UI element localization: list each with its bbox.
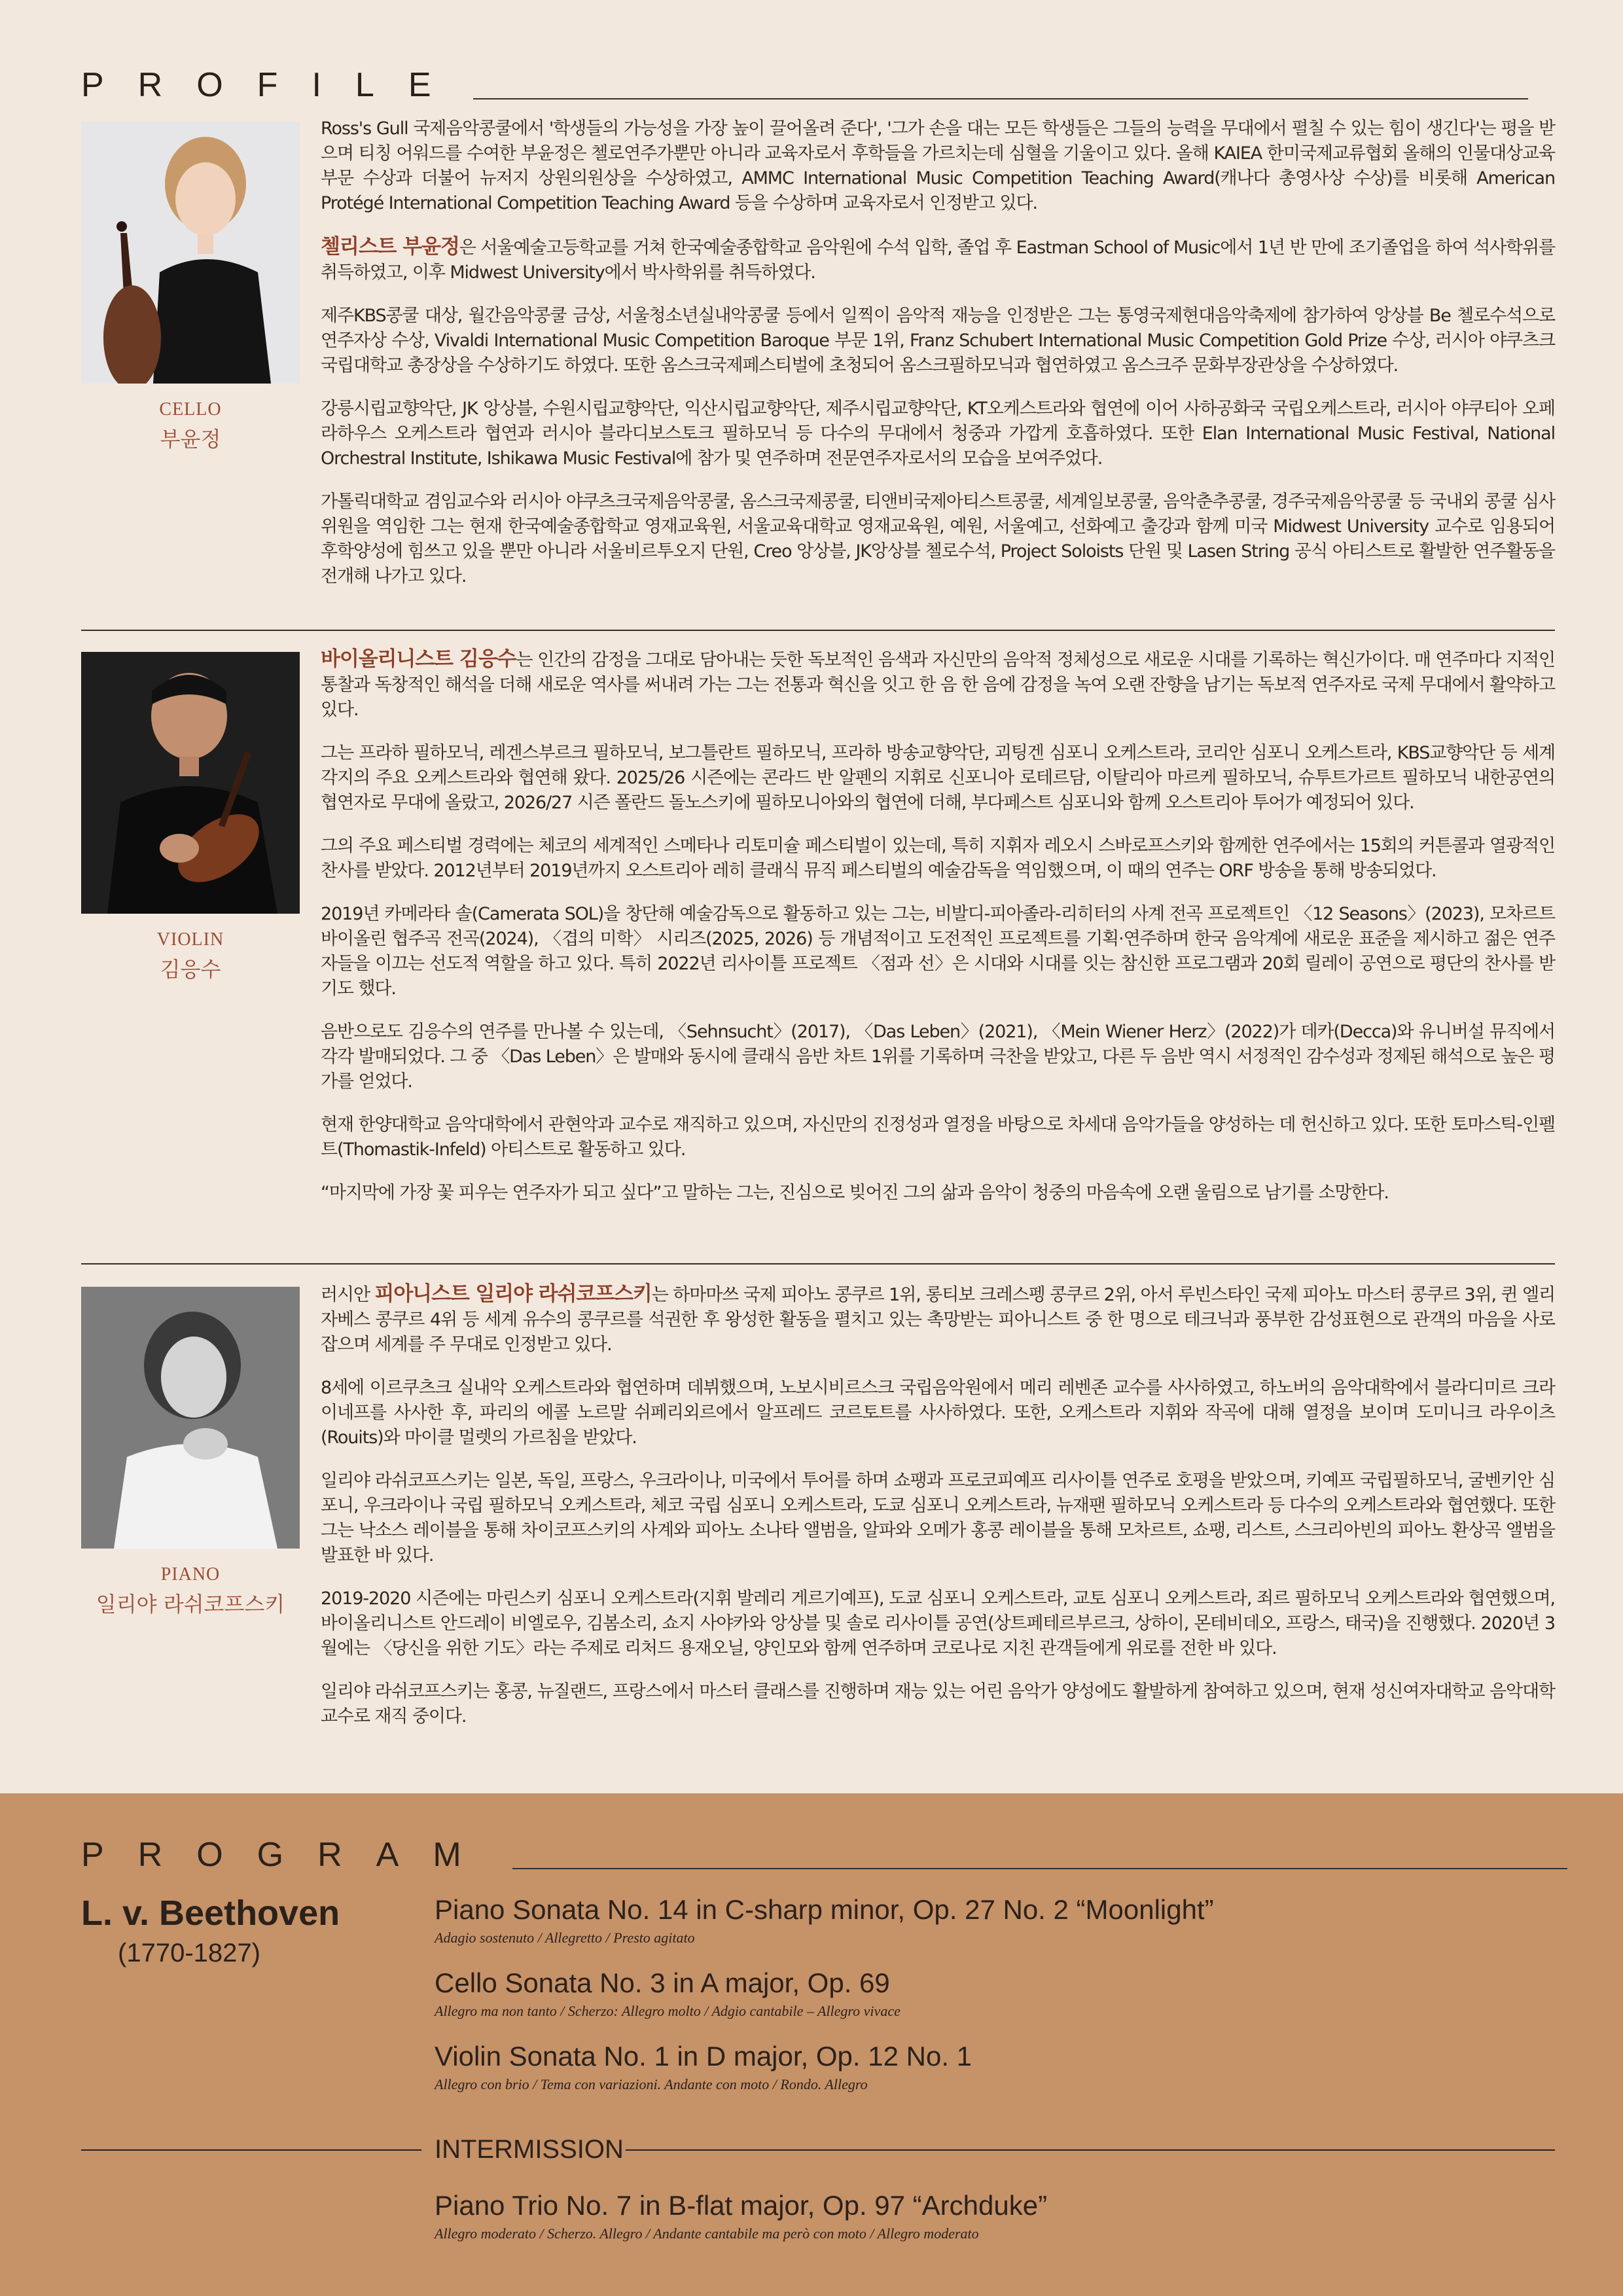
cello-caption bbox=[81, 399, 300, 453]
bio-paragraph: 2019-2020 시즌에는 마린스키 심포니 오케스트라(지휘 발레리 게르기예프), 도쿄 심포니 오케스트라, 교토 심포니 오케스트라, 죄르 필하모닉 오케스트라와 협연했으며, 바이올리니스트 안드레이 비엘로우, 김봄소리, 쇼지 사야카와 앙상블 및 솔로 리사이틀 공연(상트페테르부르크, 상하이, 몬테비데오, 프랑스, 태국)을 진행했다. 2020년 3월에는 〈당신을 위한 기도〉라는 주제로 리처드 용재오닐, 양인모와 함께 연주하며 코로나로 지친 관객들에게 위로를 전한 바 있다. bbox=[321, 1588, 1555, 1659]
bio-paragraph: 2019년 카메라타 솔(Camerata SOL)을 창단해 예술감독으로 활동하고 있는 그는, 비발디-피아졸라-리히터의 사계 전곡 프로젝트인 〈12 Seasons〉(2023), 모차르트 바이올린 협주곡 전곡(2024), 〈겹의 미학〉 시리즈(2025, 2026) 등 개념적이고 도전적인 프로젝트를 기획·연주하며 한국 음악계에 새로운 표준을 제시하고 젊은 연주자들을 이끄는 선도적 역할을 하고 있다. 특히 2022년 리사이틀 프로젝트 〈점과 선〉은 시대와 시대를 잇는 참신한 프로그램과 20회 릴레이 공연으로 평단의 찬사를 받기도 했다. bbox=[321, 904, 1555, 999]
piece-title: Piano Trio No. 7 in B-flat major, Op. 97 “Archduke” bbox=[435, 2190, 1048, 2221]
artist-name: 김응수 bbox=[160, 957, 221, 982]
composer-block bbox=[81, 1893, 356, 1968]
piece-title: Piano Sonata No. 14 in C-sharp minor, Op. 27 No. 2 “Moonlight” bbox=[435, 1894, 1214, 1925]
piece-movements: Adagio sostenuto / Allegretto / Presto agitato bbox=[435, 1929, 695, 1946]
instrument-label: VIOLIN bbox=[156, 929, 224, 950]
composer-years: (1770-1827) bbox=[118, 1939, 260, 1967]
bio-paragraph: 8세에 이르쿠츠크 실내악 오케스트라와 협연하며 데뷔했으며, 노보시비르스크 국립음악원에서 메리 레벤존 교수를 사사하였고, 하노버의 음악대학에서 블라디미르 크라이네프를 사사한 후, 파리의 에콜 노르말 쉬페리외르에서 알프레드 코르토트를 사사하였다. 또한, 오케스트라 지휘와 작곡에 대해 열정을 보이며 도미니크 라우이츠(Rouits)와 마이클 멀렛의 가르침을 받았다. bbox=[321, 1378, 1555, 1448]
profile-title: PROFILE bbox=[81, 66, 465, 104]
artist-name: 일리야 라쉬코프스키 bbox=[96, 1592, 285, 1617]
bio-paragraph: 현재 한양대학교 음악대학에서 관현악과 교수로 재직하고 있으며, 자신만의 진정성과 열정을 바탕으로 차세대 음악가들을 양성하는 데 헌신하고 있다. 또한 토마스틱-인펠트(Thomastik-Infeld) 아티스트로 활동하고 있다. bbox=[321, 1115, 1555, 1160]
artist-name: 부윤정 bbox=[160, 427, 221, 452]
instrument-label: PIANO bbox=[160, 1564, 221, 1585]
bio-paragraph: 강릉시립교향악단, JK 앙상블, 수원시립교향악단, 익산시립교향악단, 제주시립교향악단, KT오케스트라와 협연에 이어 사하공화국 국립오케스트라, 러시아 야쿠티아 오페라하우스 오케스트라 협연과 러시아 블라디보스토크 필하모닉 등 다수의 무대에서 청중과 가깝게 호흡하였다. 또한 Elan International Music Festival, National Orchestral Institute, Ishikawa Music Festival에 참가 및 연주하며 전문연주자로서의 모습을 보여주었다. bbox=[321, 399, 1555, 469]
pianist-photo bbox=[81, 1287, 300, 1549]
bio-paragraph: 그는 프라하 필하모닉, 레겐스부르크 필하모닉, 보그틀란트 필하모닉, 프라하 방송교향악단, 괴팅겐 심포니 오케스트라, 코리안 심포니 오케스트라, KBS교향악단 등 세계 각지의 주요 오케스트라와 협연해 왔다. 2025/26 시즌에는 콘라드 반 알펜의 지휘로 신포니아 로테르담, 이탈리아 마르케 필하모닉, 슈투트가르트 필하모닉 내한공연의 협연자로 무대에 올랐고, 2026/27 시즌 폴란드 돌노스키에 필하모니아와의 협연에 더해, 부다페스트 심포니와 함께 오스트리아 투어가 예정되어 있다. bbox=[321, 743, 1555, 813]
instrument-label: CELLO bbox=[159, 399, 222, 420]
violin-bio bbox=[321, 647, 1555, 1224]
program-piece bbox=[435, 2190, 1547, 2242]
intermission-label: INTERMISSION bbox=[435, 2135, 624, 2164]
cellist-photo bbox=[81, 122, 300, 384]
program-piece bbox=[435, 2041, 1547, 2093]
piece-movements: Allegro con brio / Tema con variazioni. Andante con moto / Rondo. Allegro bbox=[435, 2076, 868, 2092]
bio-paragraph: 음반으로도 김응수의 연주를 만나볼 수 있는데, 〈Sehnsucht〉(2017), 〈Das Leben〉(2021), 〈Mein Wiener Herz〉(2022)가 데카(Decca)와 유니버설 뮤직에서 각각 발매되었다. 그 중 〈Das Leben〉은 발매와 동시에 클래식 음반 차트 1위를 기록하며 극찬을 받았고, 다른 두 음반 역시 서정적인 감수성과 정제된 해석으로 높은 평가를 얻었다. bbox=[321, 1022, 1555, 1092]
piano-caption bbox=[81, 1564, 300, 1618]
piano-bio bbox=[321, 1282, 1555, 1748]
bio-paragraph: 바이올리니스트 김응수는 인간의 감정을 그대로 담아내는 듯한 독보적인 음색과 자신만의 음악적 정체성으로 새로운 시대를 기록하는 혁신가이다. 매 연주마다 지적인 통찰과 독창적인 해석을 더해 새로운 역사를 써내려 가는 그는 전통과 혁신을 잇고 한 음 한 음에 감정을 녹여 오랜 잔향을 남기는 독보적 연주자로 국제 무대에서 활약하고 있다. bbox=[321, 647, 1555, 720]
program-rule bbox=[512, 1868, 1567, 1869]
piece-movements: Allegro moderato / Scherzo. Allegro / Andante cantabile ma però con moto / Allegro moderato bbox=[435, 2225, 979, 2242]
bio-paragraph: 러시안 피아니스트 일리야 라쉬코프스키는 하마마쓰 국제 피아노 콩쿠르 1위, 롱티보 크레스펭 콩쿠르 2위, 아서 루빈스타인 국제 피아노 마스터 콩쿠르 3위, 퀸 엘리자베스 콩쿠르 4위 등 세계 유수의 콩쿠르를 석권한 후 왕성한 활동을 펼치고 있는 촉망받는 피아니스트 중 한 명으로 테크닉과 풍부한 감성표현으로 관객의 마음을 사로잡으며 세계를 주 무대로 인정받고 있다. bbox=[321, 1282, 1555, 1355]
program-piece bbox=[435, 1894, 1547, 1946]
artist-highlight: 바이올리니스트 김응수 bbox=[321, 647, 516, 671]
bio-paragraph: 일리야 라쉬코프스키는 홍콩, 뉴질랜드, 프랑스에서 마스터 클래스를 진행하며 재능 있는 어린 음악가 양성에도 활발하게 참여하고 있으며, 현재 성신여자대학교 음악대학 교수로 재직 중이다. bbox=[321, 1681, 1555, 1727]
program-piece bbox=[435, 1967, 1547, 2020]
section-divider bbox=[81, 630, 1555, 631]
cello-bio bbox=[321, 117, 1555, 607]
bio-paragraph: 제주KBS콩쿨 대상, 월간음악콩쿨 금상, 서울청소년실내악콩쿨 등에서 일찍이 음악적 재능을 인정받은 그는 통영국제현대음악축제에 참가하여 앙상블 Be 첼로수석으로 연주자상 수상, Vivaldi International Music Competition Baroque 부문 1위, Franz Schubert International Music Competition Gold Prize 수상, 러시아 야쿠츠크국립대학교 총장상을 수상하기도 하였다. 또한 옴스크국제페스티벌에 초청되어 옴스크필하모닉과 협연하였고 옴스크주 문화부장관상을 수상하였다. bbox=[321, 306, 1555, 376]
bio-paragraph: 가톨릭대학교 겸임교수와 러시아 야쿠츠크국제음악콩쿨, 옴스크국제콩쿨, 티앤비국제아티스트콩쿨, 세계일보콩쿨, 음악춘추콩쿨, 경주국제음악콩쿨 등 국내외 콩쿨 심사위원을 역임한 그는 현재 한국예술종합학교 영재교육원, 서울교육대학교 영재교육원, 예원, 서울예고, 선화예고 출강과 함께 미국 Midwest University 교수로 임용되어 후학양성에 힘쓰고 있을 뿐만 아니라 서울비르투오지 단원, Creo 앙상블, JK앙상블 첼로수석, Project Soloists 단원 및 Lasen String 공식 아티스트로 활발한 연주활동을 전개해 나가고 있다. bbox=[321, 492, 1555, 586]
section-divider bbox=[81, 1263, 1555, 1265]
bio-paragraph: 그의 주요 페스티벌 경력에는 체코의 세계적인 스메타나 리토미슐 페스티벌이 있는데, 특히 지휘자 레오시 스바로프스키와 함께한 연주에서는 15회의 커튼콜과 열광적인 찬사를 받았다. 2012년부터 2019년까지 오스트리아 레히 클래식 뮤직 페스티벌의 예술감독을 역임했으며, 이 때의 연주는 ORF 방송을 통해 방송되었다. bbox=[321, 836, 1555, 881]
violin-caption bbox=[81, 929, 300, 983]
bio-paragraph: 일리야 라쉬코프스키는 일본, 독일, 프랑스, 우크라이나, 미국에서 투어를 하며 쇼팽과 프로코피예프 리사이틀 연주로 호평을 받았으며, 키예프 국립필하모닉, 굴벤키안 심포니, 우크라이나 국립 필하모닉 오케스트라, 체코 국립 심포니 오케스트라, 도쿄 심포니 오케스트라, 뉴재팬 필하모닉 오케스트라 등 다수의 오케스트라와 협연했다. 또한 그는 낙소스 레이블을 통해 차이코프스키의 사계와 피아노 소나타 앨범을, 알파와 오메가 홍콩 레이블을 통해 모차르트, 쇼팽, 리스트, 스크리아빈의 피아노 환상곡 앨범을 발표한 바 있다. bbox=[321, 1471, 1555, 1566]
piece-movements: Allegro ma non tanto / Scherzo: Allegro molto / Adgio cantabile – Allegro vivace bbox=[435, 2003, 901, 2019]
profile-rule bbox=[473, 98, 1528, 99]
bio-paragraph: Ross's Gull 국제음악콩쿨에서 '학생들의 가능성을 가장 높이 끌어올려 준다', '그가 손을 대는 모든 학생들은 그들의 능력을 무대에서 펼칠 수 있는 힘이 생긴다'는 평을 받으며 티칭 어워드를 수여한 부윤정은 첼로연주가뿐만 아니라 교육자로서 후학들을 가르치는데 심혈을 기울이고 있다. 올해 KAIEA 한미국제교류협회 올해의 인물대상교육부문 수상과 더불어 뉴저지 상원의원상을 수상하였고, AMMC International Music Competition Teaching Award(캐나다 총영사상 수상)를 비롯해 American Protégé International Competition Teaching Award 등을 수상하며 교육자로서 인정받고 있다. bbox=[321, 118, 1555, 213]
bio-paragraph: “마지막에 가장 꽃 피우는 연주자가 되고 싶다”고 말하는 그는, 진심으로 빚어진 그의 삶과 음악이 청중의 마음속에 오랜 울림으로 남기를 소망한다. bbox=[321, 1183, 1389, 1203]
violinist-photo bbox=[81, 652, 300, 914]
artist-highlight: 피아니스트 일리야 라쉬코프스키 bbox=[374, 1282, 652, 1306]
program-title: PROGRAM bbox=[81, 1836, 495, 1874]
intermission-row bbox=[81, 2135, 1555, 2168]
composer-name: L. v. Beethoven bbox=[81, 1893, 340, 1933]
piece-title: Cello Sonata No. 3 in A major, Op. 69 bbox=[435, 1967, 890, 1998]
program-section bbox=[0, 1793, 1623, 2296]
intermission-rule-right bbox=[626, 2149, 1555, 2151]
profile-heading bbox=[81, 68, 1528, 102]
program-heading bbox=[81, 1838, 1567, 1872]
bio-paragraph: 첼리스트 부윤정은 서울예술고등학교를 거쳐 한국예술종합학교 음악원에 수석 입학, 졸업 후 Eastman School of Music에서 1년 반 만에 조기졸업을 하여 석사학위를 취득하였고, 이후 Midwest University에서 박사학위를 취득하였다. bbox=[321, 235, 1555, 283]
artist-highlight: 첼리스트 부윤정 bbox=[321, 235, 459, 259]
piece-title: Violin Sonata No. 1 in D major, Op. 12 No. 1 bbox=[435, 2041, 972, 2072]
intermission-rule-left bbox=[81, 2149, 421, 2151]
